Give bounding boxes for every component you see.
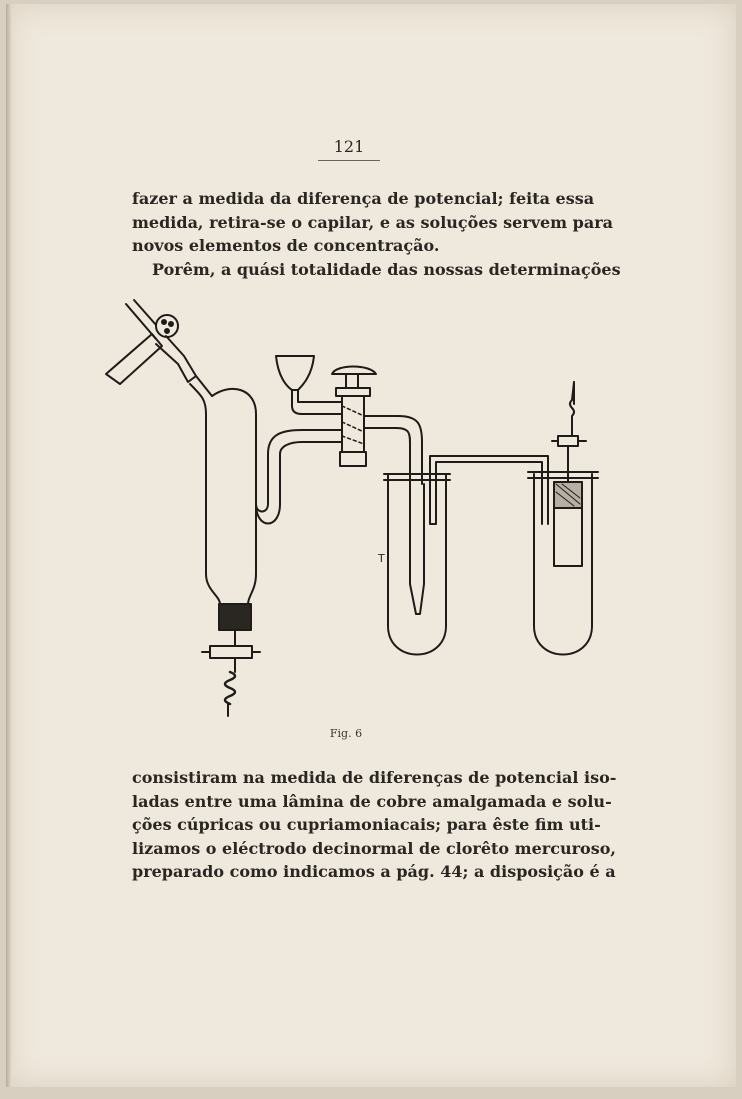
text-line: lizamos o eléctrodo decinormal de clorêto mercuroso, bbox=[132, 838, 616, 858]
figure-caption: Fig. 6 bbox=[329, 727, 363, 740]
apparatus-figure bbox=[6, 4, 736, 1087]
text-line: medida, retira-se o capilar, e as soluções servem para bbox=[132, 212, 614, 232]
main-vessel bbox=[190, 376, 260, 716]
salt-bridge bbox=[430, 456, 548, 524]
page-number: 121 bbox=[318, 137, 380, 161]
text-line: fazer a medida da diferença de potencial; feita essa bbox=[132, 189, 595, 208]
text-line: ções cúpricas ou cupriamoniacais; para êste fim uti- bbox=[132, 815, 601, 834]
tube-T bbox=[384, 474, 450, 655]
text-line: novos elementos de concentração. bbox=[132, 236, 440, 255]
electrode-tube bbox=[528, 382, 598, 655]
text-line: preparado como indicamos a pág. 44; a disposição é a bbox=[132, 862, 616, 881]
text-line: Porêm, a quási totalidade das nossas determinações bbox=[152, 259, 621, 279]
connecting-tube bbox=[256, 430, 346, 524]
funnel bbox=[276, 356, 342, 414]
text-line: consistiram na medida de diferenças de potencial iso- bbox=[132, 768, 617, 787]
stopcock-handle bbox=[106, 300, 196, 384]
tube-label: T bbox=[378, 552, 385, 565]
text-line: ladas entre uma lâmina de cobre amalgamada e solu- bbox=[132, 791, 612, 811]
book-page bbox=[6, 4, 736, 1087]
paragraph-bottom bbox=[132, 766, 617, 884]
